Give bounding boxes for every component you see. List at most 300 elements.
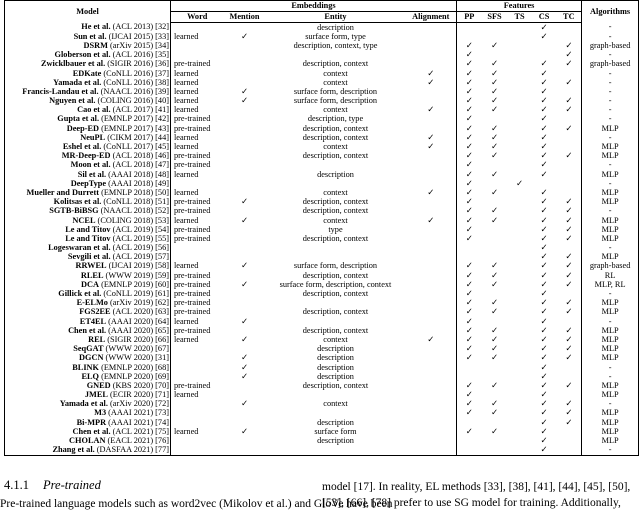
cell-alignment xyxy=(406,354,457,363)
cell-alignment xyxy=(406,87,457,96)
model-name: Globerson et al. xyxy=(54,50,111,60)
cell-pp: ✓ xyxy=(465,279,473,289)
cell-ts xyxy=(508,87,532,96)
model-name: NeuPL xyxy=(80,132,106,142)
model-reference: (ACL 2020) [63] xyxy=(110,307,169,317)
cell-entity: description, context xyxy=(302,151,369,161)
model-name: Chen et al. xyxy=(72,426,111,436)
cell-cs: ✓ xyxy=(540,408,548,418)
cell-cs: ✓ xyxy=(540,417,548,427)
cell-mention: ✓ xyxy=(241,399,248,409)
cell-cs: ✓ xyxy=(540,436,548,446)
cell-pp: ✓ xyxy=(465,390,473,400)
cell-word: learned xyxy=(171,216,224,225)
cell-tc: ✓ xyxy=(557,400,582,409)
cell-cs: ✓ xyxy=(540,344,548,354)
cell-entity xyxy=(266,161,406,170)
cell-alignment xyxy=(406,198,457,207)
cell-entity xyxy=(266,179,406,188)
cell-tc xyxy=(557,170,582,179)
cell-sfs xyxy=(482,225,508,234)
cell-alignment: ✓ xyxy=(406,335,457,344)
cell-pp: ✓ xyxy=(465,50,473,60)
cell-alignment: ✓ xyxy=(406,216,457,225)
cell-word xyxy=(171,400,224,409)
cell-alignment: ✓ xyxy=(406,106,457,115)
cell-pp: ✓ xyxy=(465,169,473,179)
cell-model xyxy=(5,446,171,456)
model-name: MR-Deep-ED xyxy=(61,151,111,161)
cell-alignment xyxy=(406,32,457,41)
cell-ts xyxy=(508,170,532,179)
model-name: Eshel et al. xyxy=(62,142,102,152)
model-name: He et al. xyxy=(81,22,111,32)
cell-algorithms: MLP xyxy=(582,418,639,427)
cell-mention xyxy=(224,299,266,308)
cell-cs: ✓ xyxy=(540,316,548,326)
cell-mention xyxy=(224,179,266,188)
model-reference: (CoNLL 2019) [61] xyxy=(101,289,169,299)
cell-pp: ✓ xyxy=(465,426,473,436)
cell-mention xyxy=(224,234,266,243)
model-name: REL xyxy=(88,334,106,344)
cell-word: pre-trained xyxy=(171,381,224,390)
cell-entity xyxy=(266,317,406,326)
cell-entity: context xyxy=(323,68,348,78)
model-name: BLINK xyxy=(72,362,100,372)
cell-sfs: ✓ xyxy=(491,123,498,133)
model-name: Zwicklbauer et al. xyxy=(41,59,106,69)
cell-entity: context xyxy=(323,334,348,344)
cell-pp: ✓ xyxy=(465,96,473,106)
cell-ts xyxy=(508,427,532,436)
cell-algorithms: MLP xyxy=(582,354,639,363)
model-reference: (WWW 2020) [67] xyxy=(103,344,169,354)
cell-pp: ✓ xyxy=(465,132,473,142)
cell-word: learned xyxy=(171,97,224,106)
header-algorithms: Algorithms xyxy=(582,1,639,23)
cell-mention xyxy=(224,244,266,253)
model-name: Francis-Landau et al. xyxy=(22,86,99,96)
cell-algorithms: - xyxy=(582,32,639,41)
cell-sfs xyxy=(482,32,508,41)
cell-word: pre-trained xyxy=(171,280,224,289)
cell-pp: ✓ xyxy=(465,215,473,225)
cell-ts xyxy=(508,391,532,400)
cell-ts xyxy=(508,216,532,225)
cell-cs: ✓ xyxy=(540,96,548,106)
body-text-left-line-1: Pre-trained language models such as word2vec (Mikolov et al.) and GloVe have been xyxy=(0,498,393,510)
cell-pp: ✓ xyxy=(465,334,473,344)
cell-pp: ✓ xyxy=(465,289,473,299)
model-name: DGCN xyxy=(79,353,104,363)
cell-cs: ✓ xyxy=(540,206,548,216)
model-reference: (EMNLP 2018) [50] xyxy=(99,187,169,197)
cell-ts xyxy=(508,161,532,170)
cell-algorithms: MLP xyxy=(582,299,639,308)
cell-mention xyxy=(224,446,266,456)
cell-algorithms: MLP xyxy=(582,170,639,179)
cell-word: learned xyxy=(171,142,224,151)
cell-algorithms: MLP xyxy=(582,216,639,225)
cell-mention: ✓ xyxy=(241,96,248,106)
cell-tc: ✓ xyxy=(557,253,582,262)
table-header xyxy=(5,1,639,23)
cell-pp: ✓ xyxy=(465,142,473,152)
cell-algorithms: MLP xyxy=(582,124,639,133)
cell-alignment xyxy=(406,115,457,124)
model-name: NCEL xyxy=(72,215,96,225)
cell-pp: ✓ xyxy=(465,380,473,390)
cell-tc xyxy=(557,161,582,170)
model-name: Bi-MPR xyxy=(76,417,107,427)
cell-mention xyxy=(224,78,266,87)
cell-sfs: ✓ xyxy=(491,408,498,418)
cell-ts xyxy=(508,308,532,317)
section-heading xyxy=(4,478,304,493)
cell-entity: surface form, description, context xyxy=(279,279,392,289)
cell-ts xyxy=(508,244,532,253)
cell-mention: ✓ xyxy=(241,334,248,344)
cell-word xyxy=(171,23,224,33)
cell-ts xyxy=(508,271,532,280)
cell-tc: ✓ xyxy=(557,198,582,207)
cell-pp: ✓ xyxy=(465,399,473,409)
cell-entity: description, context xyxy=(302,206,369,216)
cell-word: pre-trained xyxy=(171,299,224,308)
cell-algorithms: - xyxy=(582,400,639,409)
cell-alignment: ✓ xyxy=(406,188,457,197)
cell-word: pre-trained xyxy=(171,234,224,243)
header-sfs: SFS xyxy=(482,12,508,23)
cell-pp: ✓ xyxy=(465,261,473,271)
cell-cs: ✓ xyxy=(540,123,548,133)
model-reference: (ACL 2019) [55] xyxy=(110,233,169,243)
header-cs: CS xyxy=(532,12,557,23)
cell-entity: description xyxy=(317,353,354,363)
cell-entity: description xyxy=(317,22,354,32)
model-reference: (IJCAI 2019) [58] xyxy=(106,261,169,271)
cell-word xyxy=(171,418,224,427)
model-reference: (CoNLL 2016) [37] xyxy=(101,68,169,78)
cell-word: learned xyxy=(171,317,224,326)
cell-cs: ✓ xyxy=(540,224,548,234)
cell-tc xyxy=(557,23,582,33)
cell-sfs xyxy=(482,372,508,381)
cell-tc xyxy=(557,317,582,326)
cell-entity: context xyxy=(323,187,348,197)
cell-cs: ✓ xyxy=(540,426,548,436)
model-reference: (EACL 2021) [76] xyxy=(105,436,169,446)
model-name: Kolitsas et al. xyxy=(53,197,102,207)
cell-pp: ✓ xyxy=(465,197,473,207)
cell-tc: ✓ xyxy=(557,207,582,216)
cell-sfs: ✓ xyxy=(491,426,498,436)
cell-tc: ✓ xyxy=(557,335,582,344)
cell-pp: ✓ xyxy=(465,123,473,133)
cell-tc xyxy=(557,115,582,124)
cell-ts xyxy=(508,326,532,335)
cell-ts xyxy=(508,317,532,326)
header-tc: TC xyxy=(557,12,582,23)
cell-sfs: ✓ xyxy=(491,187,498,197)
cell-alignment xyxy=(406,152,457,161)
cell-ts xyxy=(508,207,532,216)
model-reference: (WWW 2019) [59] xyxy=(103,270,169,280)
table-row xyxy=(5,446,639,456)
cell-model xyxy=(5,23,171,33)
cell-ts: ✓ xyxy=(516,178,523,188)
cell-alignment xyxy=(406,391,457,400)
cell-alignment xyxy=(406,244,457,253)
model-reference: (arXiv 2020) [72] xyxy=(107,399,169,409)
cell-sfs: ✓ xyxy=(491,215,498,225)
cell-sfs: ✓ xyxy=(491,142,498,152)
cell-algorithms: MLP xyxy=(582,253,639,262)
cell-ts xyxy=(508,51,532,60)
cell-algorithms: MLP xyxy=(582,308,639,317)
cell-cs: ✓ xyxy=(540,243,548,253)
cell-cs: ✓ xyxy=(540,215,548,225)
cell-sfs: ✓ xyxy=(491,68,498,78)
cell-algorithms: graph-based xyxy=(582,41,639,50)
cell-entity: surface form, type xyxy=(305,31,366,41)
cell-algorithms: - xyxy=(582,372,639,381)
cell-algorithms: MLP xyxy=(582,436,639,445)
cell-tc xyxy=(557,179,582,188)
cell-sfs: ✓ xyxy=(491,353,498,363)
cell-pp: ✓ xyxy=(465,160,473,170)
cell-cs: ✓ xyxy=(540,325,548,335)
cell-mention xyxy=(224,271,266,280)
cell-algorithms: - xyxy=(582,87,639,96)
model-name: Zhang et al. xyxy=(52,445,95,455)
cell-entity: description, context xyxy=(302,307,369,317)
cell-sfs: ✓ xyxy=(491,307,498,317)
cell-word xyxy=(171,354,224,363)
cell-tc xyxy=(557,372,582,381)
cell-entity xyxy=(266,244,406,253)
cell-alignment xyxy=(406,427,457,436)
cell-algorithms: - xyxy=(582,23,639,33)
cell-mention xyxy=(224,23,266,33)
cell-cs: ✓ xyxy=(540,289,548,299)
model-reference: (AAAI 2018) [49] xyxy=(106,178,169,188)
cell-entity: description xyxy=(317,362,354,372)
model-name: DCA xyxy=(81,279,100,289)
cell-ts xyxy=(508,142,532,151)
model-name: Sil et al. xyxy=(77,169,107,179)
cell-word: learned xyxy=(171,427,224,436)
model-reference: (SIGIR 2020) [66] xyxy=(105,334,169,344)
cell-cs: ✓ xyxy=(540,353,548,363)
cell-algorithms: - xyxy=(582,69,639,78)
cell-word: learned xyxy=(171,262,224,271)
model-name: SGTB-BiBSG xyxy=(49,206,99,216)
cell-tc: ✓ xyxy=(557,299,582,308)
cell-entity: description, context xyxy=(302,132,369,142)
cell-mention xyxy=(224,207,266,216)
cell-algorithms: - xyxy=(582,446,639,456)
cell-sfs xyxy=(482,436,508,445)
cell-sfs: ✓ xyxy=(491,261,498,271)
cell-pp: ✓ xyxy=(465,187,473,197)
cell-algorithms: - xyxy=(582,106,639,115)
cell-cs: ✓ xyxy=(540,77,548,87)
cell-alignment xyxy=(406,41,457,50)
model-reference: (AAAI 2020) [64] xyxy=(106,316,169,326)
cell-pp: ✓ xyxy=(465,316,473,326)
cell-cs: ✓ xyxy=(540,142,548,152)
cell-entity: description, context xyxy=(302,233,369,243)
cell-alignment xyxy=(406,326,457,335)
cell-entity: description xyxy=(317,169,354,179)
cell-tc: ✓ xyxy=(557,124,582,133)
cell-alignment: ✓ xyxy=(406,78,457,87)
model-reference: (NAACL 2016) [39] xyxy=(98,86,169,96)
cell-ts xyxy=(508,41,532,50)
cell-entity: context xyxy=(323,399,348,409)
cell-alignment xyxy=(406,262,457,271)
cell-algorithms: graph-based xyxy=(582,262,639,271)
cell-algorithms: MLP xyxy=(582,391,639,400)
cell-entity: description, context, type xyxy=(293,40,378,50)
cell-alignment: ✓ xyxy=(406,133,457,142)
cell-entity: description, context xyxy=(302,270,369,280)
cell-sfs xyxy=(482,244,508,253)
cell-mention xyxy=(224,289,266,298)
cell-ts xyxy=(508,253,532,262)
header-alignment: Alignment xyxy=(406,12,457,23)
cell-sfs: ✓ xyxy=(491,169,498,179)
cell-sfs xyxy=(482,179,508,188)
cell-sfs: ✓ xyxy=(491,40,498,50)
model-name: SeqGAT xyxy=(73,344,104,354)
cell-pp xyxy=(457,372,482,381)
cell-cs: ✓ xyxy=(540,132,548,142)
cell-mention xyxy=(224,225,266,234)
cell-alignment xyxy=(406,372,457,381)
cell-alignment xyxy=(406,271,457,280)
cell-entity: surface form, description xyxy=(293,261,378,271)
cell-word xyxy=(171,372,224,381)
model-name: DSRM xyxy=(83,40,108,50)
cell-pp: ✓ xyxy=(465,344,473,354)
cell-pp: ✓ xyxy=(465,77,473,87)
cell-word: learned xyxy=(171,106,224,115)
cell-mention xyxy=(224,106,266,115)
model-name: M3 xyxy=(94,408,107,418)
cell-ts xyxy=(508,115,532,124)
cell-word: pre-trained xyxy=(171,326,224,335)
cell-sfs: ✓ xyxy=(491,105,498,115)
cell-cs: ✓ xyxy=(540,261,548,271)
cell-pp xyxy=(457,23,482,33)
cell-mention: ✓ xyxy=(241,279,248,289)
cell-word: pre-trained xyxy=(171,60,224,69)
cell-sfs: ✓ xyxy=(491,206,498,216)
cell-entity: context xyxy=(323,105,348,115)
cell-ts xyxy=(508,446,532,456)
cell-word: learned xyxy=(171,78,224,87)
cell-word: learned xyxy=(171,188,224,197)
cell-tc: ✓ xyxy=(557,345,582,354)
cell-sfs: ✓ xyxy=(491,334,498,344)
cell-mention xyxy=(224,161,266,170)
cell-entity: description, type xyxy=(307,114,364,124)
cell-mention: ✓ xyxy=(241,215,248,225)
cell-tc xyxy=(557,363,582,372)
cell-cs: ✓ xyxy=(540,233,548,243)
cell-alignment xyxy=(406,400,457,409)
cell-entity: description xyxy=(317,371,354,381)
cell-alignment xyxy=(406,207,457,216)
cell-word: pre-trained xyxy=(171,308,224,317)
cell-tc xyxy=(557,427,582,436)
model-reference: (ACL 2017) [41] xyxy=(110,105,169,115)
cell-entity: description xyxy=(317,436,354,446)
cell-mention xyxy=(224,60,266,69)
cell-ts xyxy=(508,335,532,344)
cell-cs: ✓ xyxy=(540,390,548,400)
cell-algorithms: - xyxy=(582,363,639,372)
cell-tc xyxy=(557,133,582,142)
cell-cs: ✓ xyxy=(540,31,548,41)
model-reference: (ACL 2019) [57] xyxy=(110,252,169,262)
cell-algorithms: MLP xyxy=(582,409,639,418)
cell-ts xyxy=(508,418,532,427)
cell-ts xyxy=(508,409,532,418)
cell-cs: ✓ xyxy=(540,270,548,280)
cell-sfs xyxy=(482,23,508,33)
model-reference: (WWW 2020) [31] xyxy=(103,353,169,363)
model-name: Mueller and Durrett xyxy=(26,187,100,197)
cell-tc: ✓ xyxy=(557,280,582,289)
cell-cs: ✓ xyxy=(540,105,548,115)
cell-alignment xyxy=(406,23,457,33)
cell-algorithms: MLP xyxy=(582,188,639,197)
cell-sfs xyxy=(482,418,508,427)
cell-cs: ✓ xyxy=(540,169,548,179)
cell-tc xyxy=(557,69,582,78)
body-text-right-line-1: model [17]. In reality, EL methods [33], [38], [41], [44], [45], [50], xyxy=(322,481,631,493)
cell-mention xyxy=(224,170,266,179)
model-reference: (ACL 2016) [35] xyxy=(110,50,169,60)
cell-cs xyxy=(532,179,557,188)
cell-tc xyxy=(557,436,582,445)
cell-cs: ✓ xyxy=(540,307,548,317)
model-reference: (arXiv 2015) [34] xyxy=(107,40,169,50)
cell-ts xyxy=(508,381,532,390)
cell-ts xyxy=(508,32,532,41)
cell-word: pre-trained xyxy=(171,198,224,207)
cell-mention xyxy=(224,308,266,317)
header-mention: Mention xyxy=(224,12,266,23)
cell-ts xyxy=(508,60,532,69)
cell-algorithms: MLP, RL xyxy=(582,280,639,289)
cell-algorithms: - xyxy=(582,207,639,216)
cell-cs: ✓ xyxy=(540,362,548,372)
cell-mention: ✓ xyxy=(241,261,248,271)
cell-cs: ✓ xyxy=(540,298,548,308)
model-reference: (ACL 2013) [32] xyxy=(110,22,169,32)
cell-algorithms: MLP xyxy=(582,345,639,354)
cell-ts xyxy=(508,198,532,207)
cell-cs: ✓ xyxy=(540,197,548,207)
cell-mention xyxy=(224,51,266,60)
cell-algorithms: - xyxy=(582,97,639,106)
cell-mention: ✓ xyxy=(241,353,248,363)
